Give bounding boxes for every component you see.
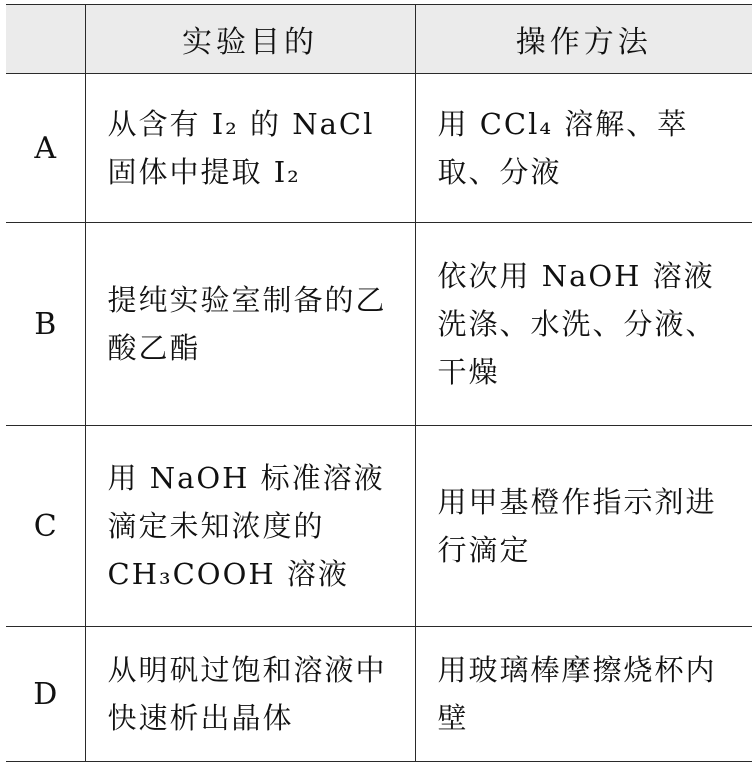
header-purpose: 实验目的 [85,5,415,74]
purpose-text: 从含有 I₂ 的 NaCl 固体中提取 I₂ [107,107,375,189]
method-cell [415,223,752,426]
option-label: B [6,223,85,426]
header-method: 操作方法 [415,5,752,74]
method-text: 依次用 NaOH 溶液洗涤、水洗、分液、干燥 [437,259,717,389]
purpose-cell [85,74,415,223]
purpose-text: 从明矾过饱和溶液中快速析出晶体 [107,653,387,735]
header-corner-cell [6,5,85,74]
purpose-cell [85,223,415,426]
purpose-cell [85,627,415,762]
method-cell [415,426,752,627]
method-text: 用 CCl₄ 溶解、萃取、分液 [437,107,689,189]
purpose-text: 提纯实验室制备的乙酸乙酯 [107,283,387,365]
purpose-cell [85,426,415,627]
purpose-text: 用 NaOH 标准溶液滴定未知浓度的 CH₃COOH 溶液 [107,461,385,591]
experiment-table [6,4,752,762]
table-row [6,74,752,223]
table-row [6,223,752,426]
method-cell [415,627,752,762]
option-label: A [6,74,85,223]
table-row [6,627,752,762]
method-text: 用甲基橙作指示剂进行滴定 [437,485,717,567]
option-label: C [6,426,85,627]
method-text: 用玻璃棒摩擦烧杯内壁 [437,653,717,735]
method-cell [415,74,752,223]
option-label: D [6,627,85,762]
table-row [6,426,752,627]
table-header-row [6,5,752,74]
